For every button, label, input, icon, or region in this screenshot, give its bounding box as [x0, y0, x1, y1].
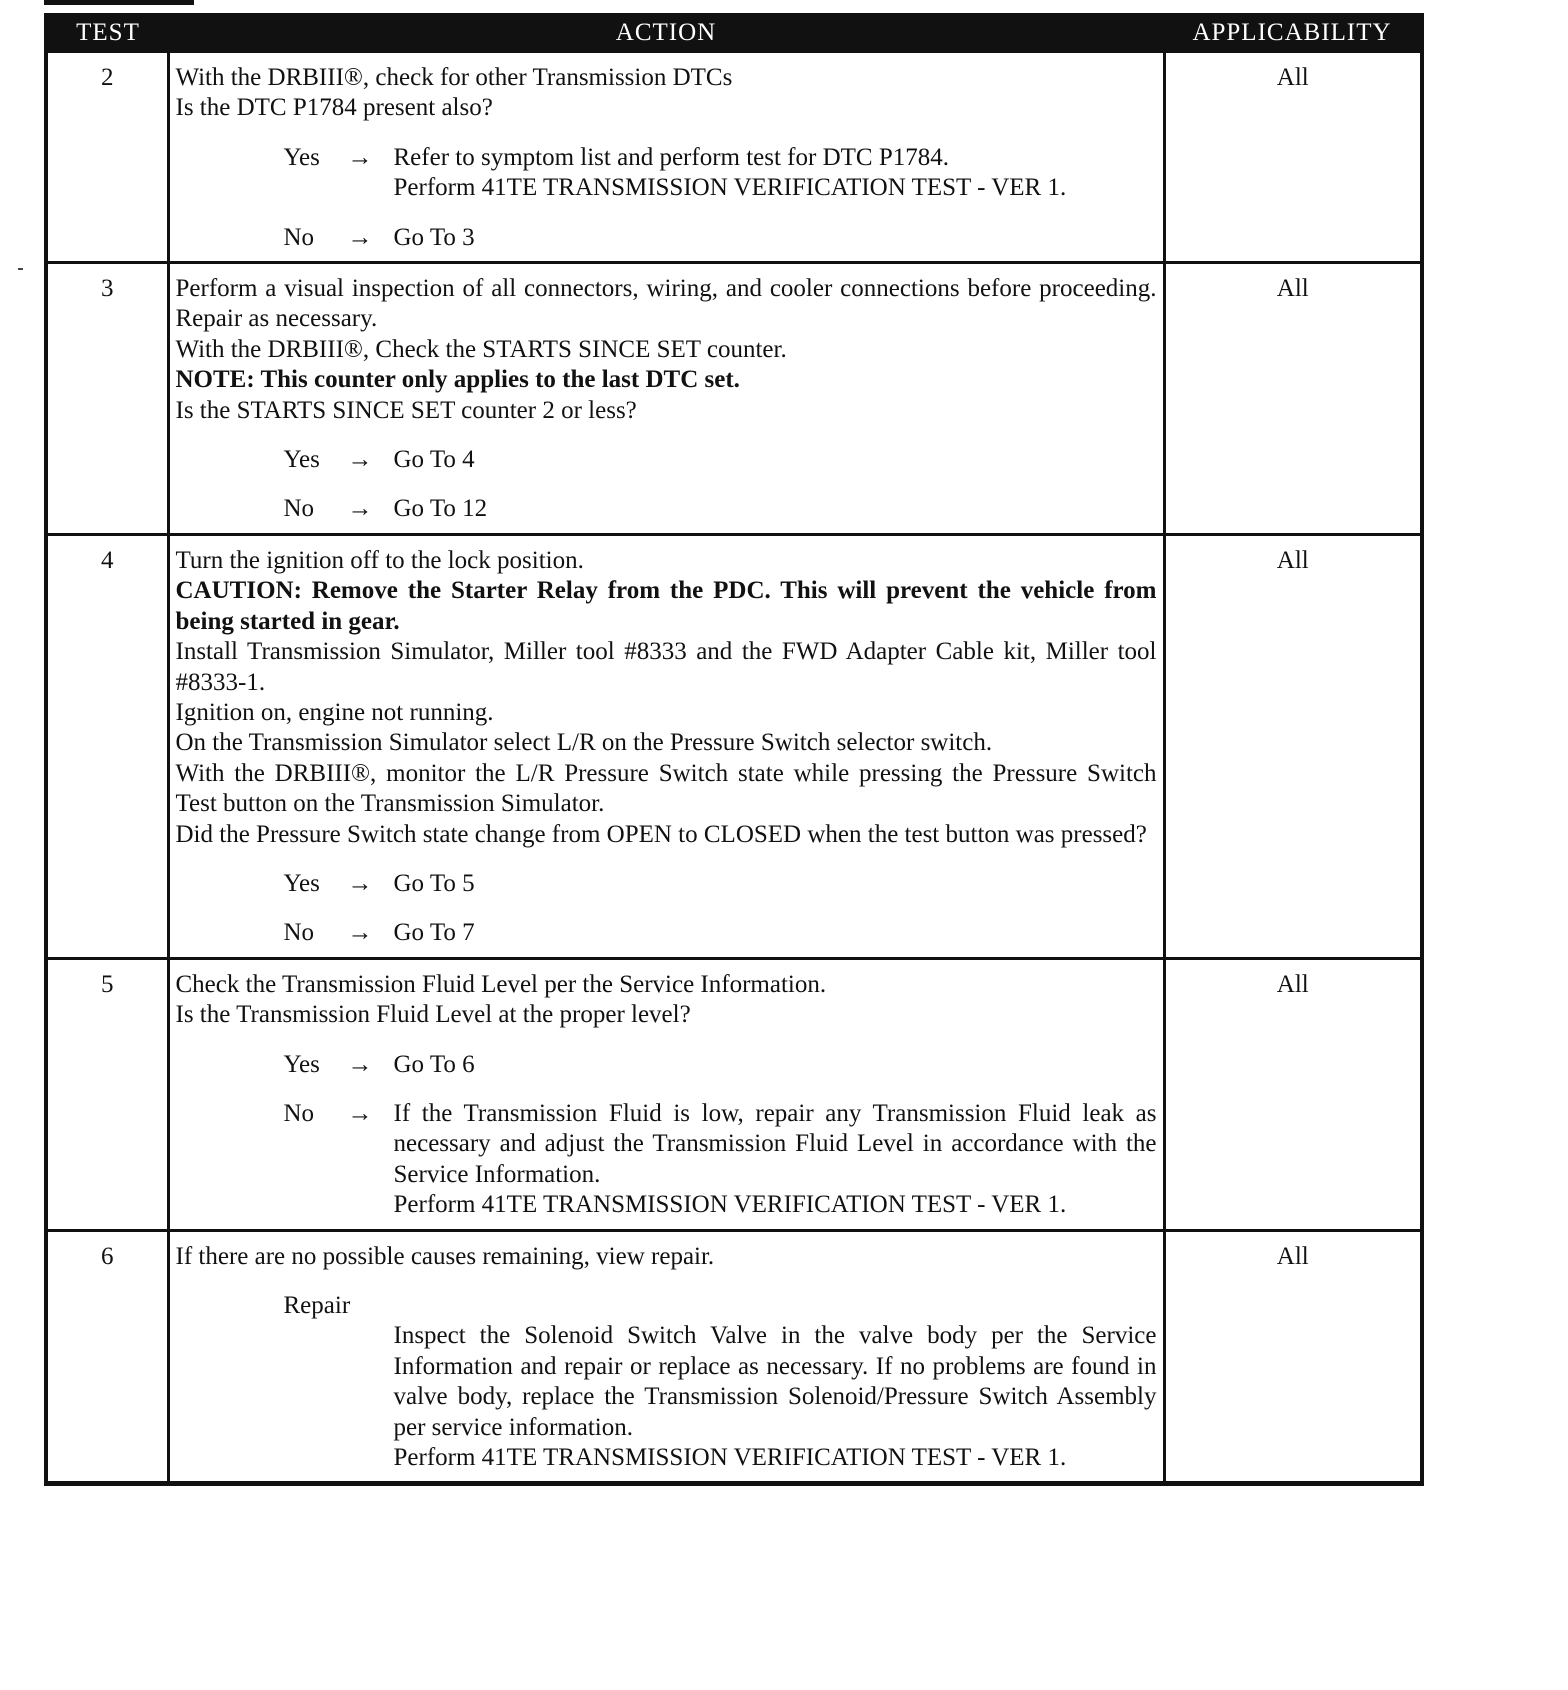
- action-cell: [168, 534, 1164, 958]
- action-cell: [168, 263, 1164, 535]
- arrow-icon: →: [347, 495, 373, 523]
- action-question: Is the STARTS SINCE SET counter 2 or less?: [175, 396, 637, 424]
- note-text: NOTE: This counter only applies to the last DTC set.: [175, 366, 740, 394]
- yes-branch: [176, 143, 1157, 204]
- table-header-row: [46, 13, 1422, 53]
- header-action: ACTION: [168, 13, 1164, 53]
- applicability-value: All: [1164, 534, 1422, 958]
- no-label: No: [283, 1099, 315, 1127]
- action-line: With the DRBIII®, monitor the L/R Pressure Switch state while pressing the Pressure Switch Test button on the Transmission Simulator.: [175, 759, 1157, 818]
- test-row-3: [46, 263, 1422, 535]
- no-label: No: [283, 495, 315, 523]
- action-line: On the Transmission Simulator select L/R on the Pressure Switch selector switch.: [175, 729, 993, 757]
- test-row-5: [46, 958, 1422, 1230]
- test-row-4: [46, 534, 1422, 958]
- yes-result: Refer to symptom list and perform test for DTC P1784. Perform 41TE TRANSMISSION VERIFICATION TEST - VER 1.: [393, 143, 1067, 202]
- yes-branch: [176, 445, 1157, 475]
- yes-label: Yes: [283, 869, 320, 897]
- action-question: Is the Transmission Fluid Level at the proper level?: [175, 1001, 691, 1029]
- arrow-icon: →: [347, 446, 373, 474]
- action-cell: [168, 1230, 1164, 1484]
- no-label: No: [283, 223, 315, 251]
- action-line: Install Transmission Simulator, Miller tool #8333 and the FWD Adapter Cable kit, Miller tool #8333-1.: [175, 638, 1157, 696]
- action-line: Check the Transmission Fluid Level per the Service Information.: [175, 970, 827, 998]
- yes-label: Yes: [283, 446, 320, 474]
- applicability-value: All: [1276, 64, 1309, 91]
- arrow-icon: →: [347, 1099, 373, 1127]
- top-edge-fragment: [44, 0, 194, 5]
- action-question: Did the Pressure Switch state change from OPEN to CLOSED when the test button was pressed?: [175, 820, 1147, 848]
- applicability-value: All: [1164, 958, 1422, 1230]
- caution-text: CAUTION: Remove the Starter Relay from the PDC. This will prevent the vehicle from being started in gear.: [175, 577, 1157, 635]
- yes-label: Yes: [283, 143, 320, 171]
- test-row-2: [46, 53, 1422, 263]
- arrow-icon: →: [347, 919, 373, 947]
- yes-branch: [176, 869, 1157, 899]
- test-row-6: [46, 1230, 1422, 1484]
- header-applicability: APPLICABILITY: [1164, 13, 1422, 53]
- arrow-icon: →: [347, 223, 373, 251]
- no-branch: [176, 494, 1157, 524]
- applicability-value: All: [1164, 263, 1422, 535]
- repair-instructions: Inspect the Solenoid Switch Valve in the valve body per the Service Information and repair or replace as necessary. If no problems are found in valve body, replace the Transmission Solenoid/Pressure Switch Assembly per service information. Perform 41TE TRANSMISSION VERIFICATION TEST - VER 1.: [393, 1322, 1157, 1472]
- arrow-icon: →: [347, 143, 373, 171]
- test-number: 6: [46, 1230, 168, 1484]
- yes-result: Go To 6: [393, 1050, 475, 1078]
- test-number: 5: [46, 958, 168, 1230]
- action-line: Perform a visual inspection of all connectors, wiring, and cooler connections before proceeding. Repair as necessary.: [175, 275, 1157, 333]
- repair-label: Repair: [283, 1292, 351, 1319]
- no-result: Go To 12: [393, 495, 488, 523]
- margin-mark: [18, 268, 23, 270]
- applicability-value: All: [1164, 1230, 1422, 1484]
- no-branch: [176, 223, 1157, 253]
- no-result: Go To 7: [393, 919, 475, 947]
- header-test: TEST: [46, 13, 168, 53]
- action-line: If there are no possible causes remaining, view repair.: [175, 1242, 715, 1270]
- action-cell: [168, 53, 1164, 263]
- action-line: Turn the ignition off to the lock position.: [175, 546, 584, 574]
- yes-branch: [176, 1050, 1157, 1080]
- no-branch: [176, 918, 1157, 948]
- arrow-icon: →: [347, 1050, 373, 1078]
- test-number: 2: [46, 53, 168, 263]
- no-label: No: [283, 919, 315, 947]
- arrow-icon: →: [347, 869, 373, 897]
- no-result: If the Transmission Fluid is low, repair any Transmission Fluid leak as necessary and adjust the Transmission Fluid Level in accordance with the Service Information. Perform 41TE TRANSMISSION VERIFICATION TEST - VER 1.: [393, 1099, 1157, 1219]
- diagnostic-test-table: [44, 13, 1424, 1486]
- test-number: 4: [46, 534, 168, 958]
- test-number: 3: [46, 263, 168, 535]
- action-cell: [168, 958, 1164, 1230]
- yes-label: Yes: [283, 1050, 320, 1078]
- action-question: Is the DTC P1784 present also?: [175, 94, 493, 122]
- no-branch: [176, 1099, 1157, 1221]
- yes-result: Go To 5: [393, 869, 475, 897]
- action-line: With the DRBIII®, Check the STARTS SINCE SET counter.: [175, 335, 787, 363]
- yes-result: Go To 4: [393, 446, 475, 474]
- action-line: With the DRBIII®, check for other Transmission DTCs: [175, 64, 733, 91]
- no-result: Go To 3: [393, 223, 475, 251]
- action-line: Ignition on, engine not running.: [175, 698, 494, 726]
